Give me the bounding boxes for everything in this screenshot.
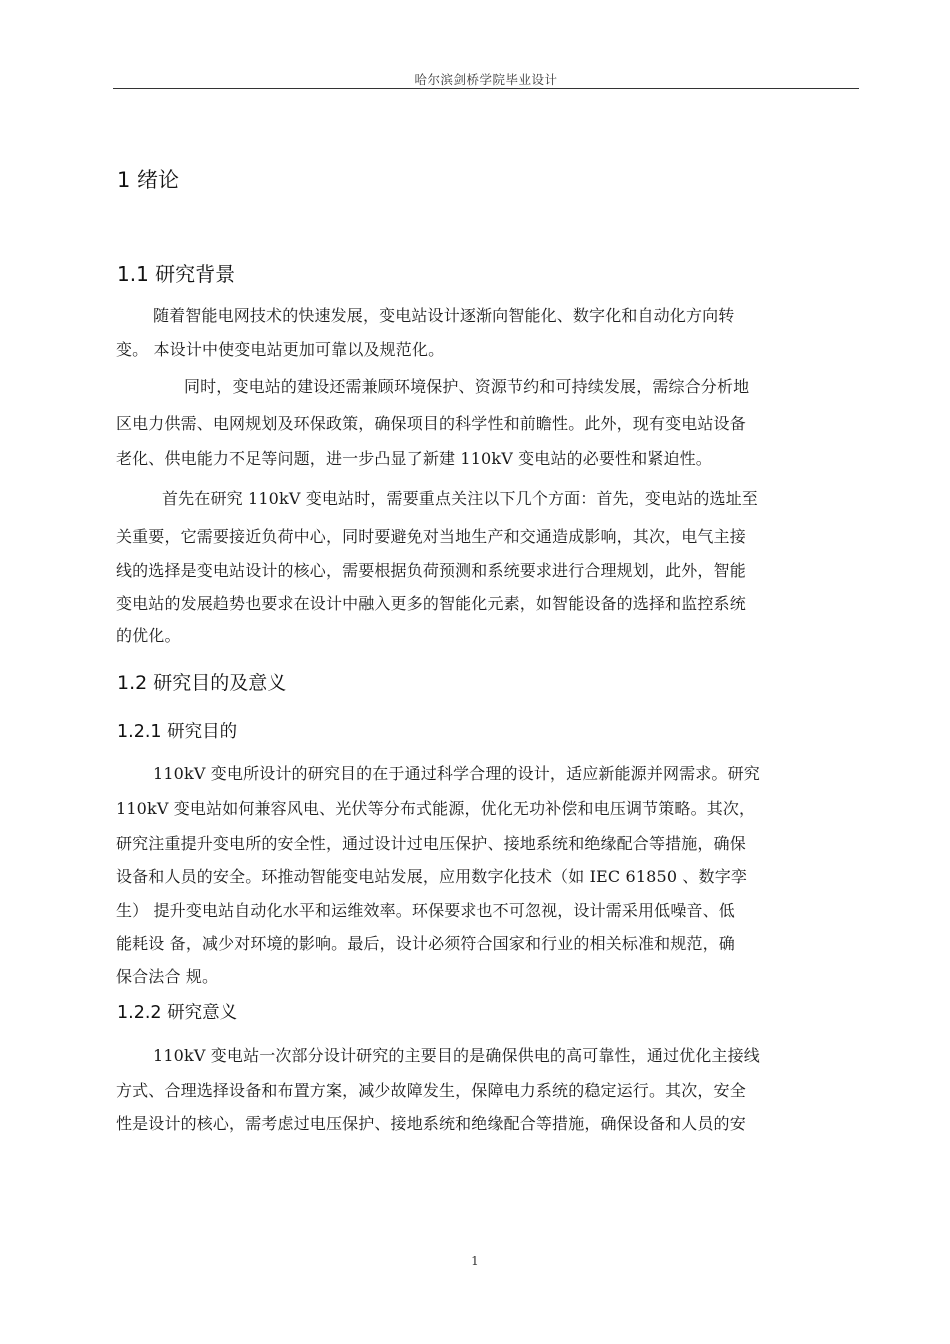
- paragraph-line: 方式、合理选择设备和布置方案，减少故障发生，保障电力系统的稳定运行。其次，安全: [116, 1081, 746, 1100]
- paragraph-line: 变电站的发展趋势也要求在设计中融入更多的智能化元素，如智能设备的选择和监控系统: [116, 594, 746, 613]
- paragraph-line: 关重要，它需要接近负荷中心，同时要避免对当地生产和交通造成影响，其次，电气主接: [116, 527, 746, 546]
- chapter-heading: 1 绪论: [117, 168, 180, 192]
- paragraph-line: 随着智能电网技术的快速发展，变电站设计逐渐向智能化、数字化和自动化方向转: [153, 306, 735, 325]
- paragraph-line: 同时，变电站的建设还需兼顾环境保护、资源节约和可持续发展，需综合分析地: [184, 377, 750, 396]
- paragraph-line: 的优化。: [116, 626, 181, 645]
- paragraph-line: 研究注重提升变电所的安全性，通过设计过电压保护、接地系统和绝缘配合等措施，确保: [116, 834, 746, 853]
- paragraph-line: 110kV 变电站一次部分设计研究的主要目的是确保供电的高可靠性，通过优化主接线: [153, 1046, 760, 1065]
- page-number: 1: [471, 1254, 479, 1268]
- running-header: 哈尔滨剑桥学院毕业设计: [414, 72, 558, 87]
- section-heading-1-1: 1.1 研究背景: [117, 262, 236, 286]
- paragraph-line: 线的选择是变电站设计的核心，需要根据负荷预测和系统要求进行合理规划，此外，智能: [116, 561, 746, 580]
- paragraph-line: 区电力供需、电网规划及环保政策，确保项目的科学性和前瞻性。此外，现有变电站设备: [116, 414, 746, 433]
- paragraph-line: 设备和人员的安全。环推动智能变电站发展，应用数字化技术（如 IEC 61850 、数字孪: [116, 867, 747, 886]
- header-divider: [113, 88, 859, 89]
- paragraph-line: 生） 提升变电站自动化水平和运维效率。环保要求也不可忽视，设计需采用低噪音、低: [116, 901, 735, 920]
- paragraph-line: 变。 本设计中使变电站更加可靠以及规范化。: [116, 340, 445, 359]
- paragraph-line: 110kV 变电站如何兼容风电、光伏等分布式能源，优化无功补偿和电压调节策略。其次，: [116, 799, 756, 818]
- subsection-heading-1-2-1: 1.2.1 研究目的: [117, 722, 238, 742]
- paragraph-line: 性是设计的核心，需考虑过电压保护、接地系统和绝缘配合等措施，确保设备和人员的安: [116, 1114, 746, 1133]
- paragraph-line: 保合法合 规。: [116, 967, 219, 986]
- paragraph-line: 110kV 变电所设计的研究目的在于通过科学合理的设计，适应新能源并网需求。研究: [153, 764, 760, 783]
- paragraph-line: 老化、供电能力不足等问题，进一步凸显了新建 110kV 变电站的必要性和紧迫性。: [116, 449, 712, 468]
- section-heading-1-2: 1.2 研究目的及意义: [117, 672, 287, 694]
- subsection-heading-1-2-2: 1.2.2 研究意义: [117, 1003, 238, 1023]
- paragraph-line: 能耗设 备，减少对环境的影响。最后，设计必须符合国家和行业的相关标准和规范，确: [116, 934, 735, 953]
- paragraph-line: 首先在研究 110kV 变电站时，需要重点关注以下几个方面：首先，变电站的选址至: [162, 489, 758, 508]
